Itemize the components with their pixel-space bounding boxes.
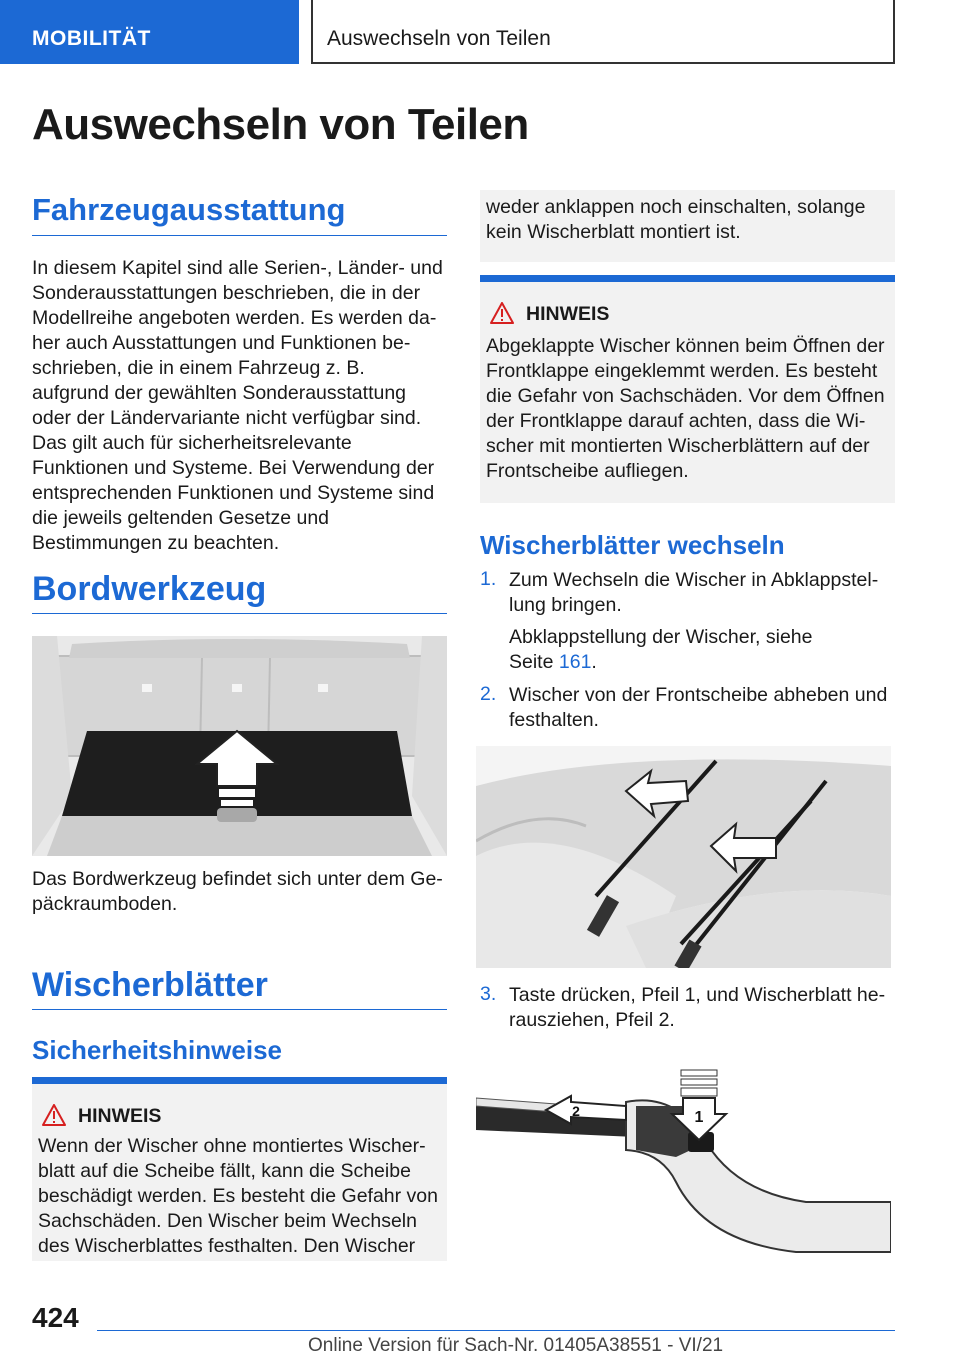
- heading-vehicle-equipment: Fahrzeugausstattung: [32, 192, 447, 236]
- arrow-2-label: 2: [572, 1103, 580, 1119]
- section-tab: [0, 0, 299, 64]
- online-version-note: Online Version für Sach-Nr. 01405A38551 - VI/21: [308, 1335, 724, 1356]
- note-box-1-continued: [480, 190, 895, 262]
- vehicle-equipment-text: In diesem Kapitel sind alle Serien-, Länder- und Sonderausstattungen beschrieben, die in der Modellreihe angeboten werden. Es werden daher auch Ausstattungen und Funktionen beschrieben, die in einem Fahrzeug z. B. aufgrund der gewählten Sonderausstattung oder der Ländervariante nicht verfügbar sind. Das gilt auch für sicherheitsrelevante Funktionen und Systeme. Bei Verwendung der entsprechenden Funktionen und Systeme sind die jeweils geltenden Gesetze und Bestimmungen zu beachten.: [32, 257, 443, 554]
- note-box-1: [32, 1077, 447, 1261]
- heading-wiper-blades: Wischerblätter: [32, 966, 447, 1010]
- onboard-tools-caption: Das Bordwerkzeug befindet sich unter dem Gepäckraumboden.: [32, 868, 443, 915]
- note-bar: [480, 275, 895, 282]
- chapter-tab: [311, 0, 895, 64]
- heading-change-wiper-blades: Wischerblätter wechseln: [480, 530, 785, 560]
- step-reference: [509, 625, 895, 675]
- page-number: 424: [32, 1302, 79, 1333]
- warning-icon: [490, 302, 514, 324]
- step-text: Wischer von der Frontscheibe abheben und festhalten.: [509, 684, 888, 731]
- page-link[interactable]: 161: [558, 651, 592, 673]
- heading-safety-notes: Sicherheitshinweise: [32, 1035, 282, 1065]
- step-reference-page-word: Seite: [509, 651, 554, 673]
- page-title: Auswechseln von Teilen: [32, 100, 529, 149]
- note-text-continued: weder anklappen noch einschalten, solange kein Wischerblatt montiert ist.: [486, 196, 866, 243]
- arrow-1-label: 1: [694, 1109, 704, 1126]
- step-number: 2.: [480, 683, 497, 705]
- note-label: HINWEIS: [78, 1105, 162, 1127]
- warning-icon: [42, 1104, 66, 1126]
- wiper-windscreen-figure: [476, 746, 891, 968]
- note-text: Wenn der Wischer ohne montiertes Wischerblatt auf die Scheibe fällt, kann die Scheibe beschädigt werden. Es besteht die Gefahr von Sachschäden. Den Wischer beim Wechseln des Wischerblattes festhalten. Den Wischer: [38, 1135, 438, 1257]
- step-text: Taste drücken, Pfeil 1, und Wischerblatt herausziehen, Pfeil 2.: [509, 984, 886, 1031]
- note-label: HINWEIS: [526, 303, 610, 325]
- step-number: 3.: [480, 983, 497, 1005]
- heading-onboard-tools: Bordwerkzeug: [32, 570, 447, 614]
- trunk-floor-figure: [32, 636, 447, 856]
- note-bar: [32, 1077, 447, 1084]
- note-text: Abgeklappte Wischer können beim Öffnen der Frontklappe eingeklemmt werden. Es besteht die Gefahr von Sachschäden. Vor dem Öffnen der Frontklappe darauf achten, dass die Wischer mit montierten Wischerblättern auf der Frontscheibe aufliegen.: [486, 335, 885, 482]
- step-number: 1.: [480, 568, 497, 590]
- section-label: MOBILITÄT: [32, 27, 151, 50]
- chapter-label: Auswechseln von Teilen: [327, 27, 551, 50]
- step-text: Zum Wechseln die Wischer in Abklappstellung bringen.: [509, 569, 879, 616]
- step-reference-text: Abklappstellung der Wischer, siehe: [509, 626, 813, 648]
- footer-divider: [97, 1330, 895, 1331]
- note-box-2: [480, 275, 895, 503]
- wiper-blade-release-figure: [476, 1062, 891, 1267]
- step-reference-suffix: .: [591, 651, 597, 673]
